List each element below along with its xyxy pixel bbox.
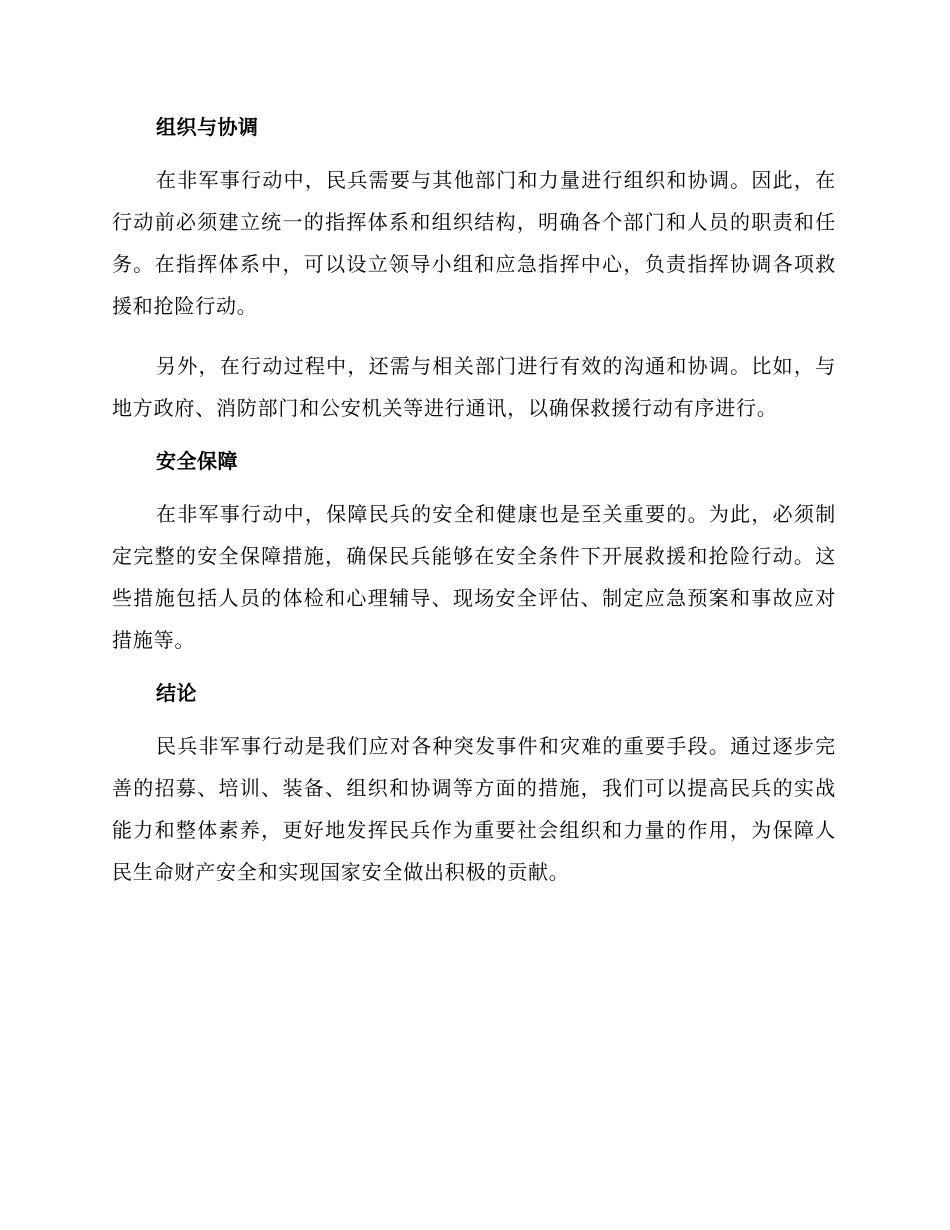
paragraph-organization-1: 在非军事行动中，民兵需要与其他部门和力量进行组织和协调。因此，在行动前必须建立统一的指挥体系和组织结构，明确各个部门和人员的职责和任务。在指挥体系中，可以设立领导小组和应急指挥中心，负责指挥协调各项救援和抢险行动。 [112,168,836,318]
document-body [112,113,836,911]
paragraph-conclusion-1: 民兵非军事行动是我们应对各种突发事件和灾难的重要手段。通过逐步完善的招募、培训、装备、组织和协调等方面的措施，我们可以提高民兵的实战能力和整体素养，更好地发挥民兵作为重要社会组织和力量的作用，为保障人民生命财产安全和实现国家安全做出积极的贡献。 [112,734,836,884]
section-heading-safety: 安全保障 [156,449,238,473]
section-heading-organization: 组织与协调 [156,115,259,139]
section-heading-conclusion: 结论 [156,681,197,705]
paragraph-safety-1: 在非军事行动中，保障民兵的安全和健康也是至关重要的。为此，必须制定完整的安全保障措施，确保民兵能够在安全条件下开展救援和抢险行动。这些措施包括人员的体检和心理辅导、现场安全评估、制定应急预案和事故应对措施等。 [112,502,836,652]
paragraph-organization-2: 另外，在行动过程中，还需与相关部门进行有效的沟通和协调。比如，与地方政府、消防部门和公安机关等进行通讯，以确保救援行动有序进行。 [112,354,836,420]
